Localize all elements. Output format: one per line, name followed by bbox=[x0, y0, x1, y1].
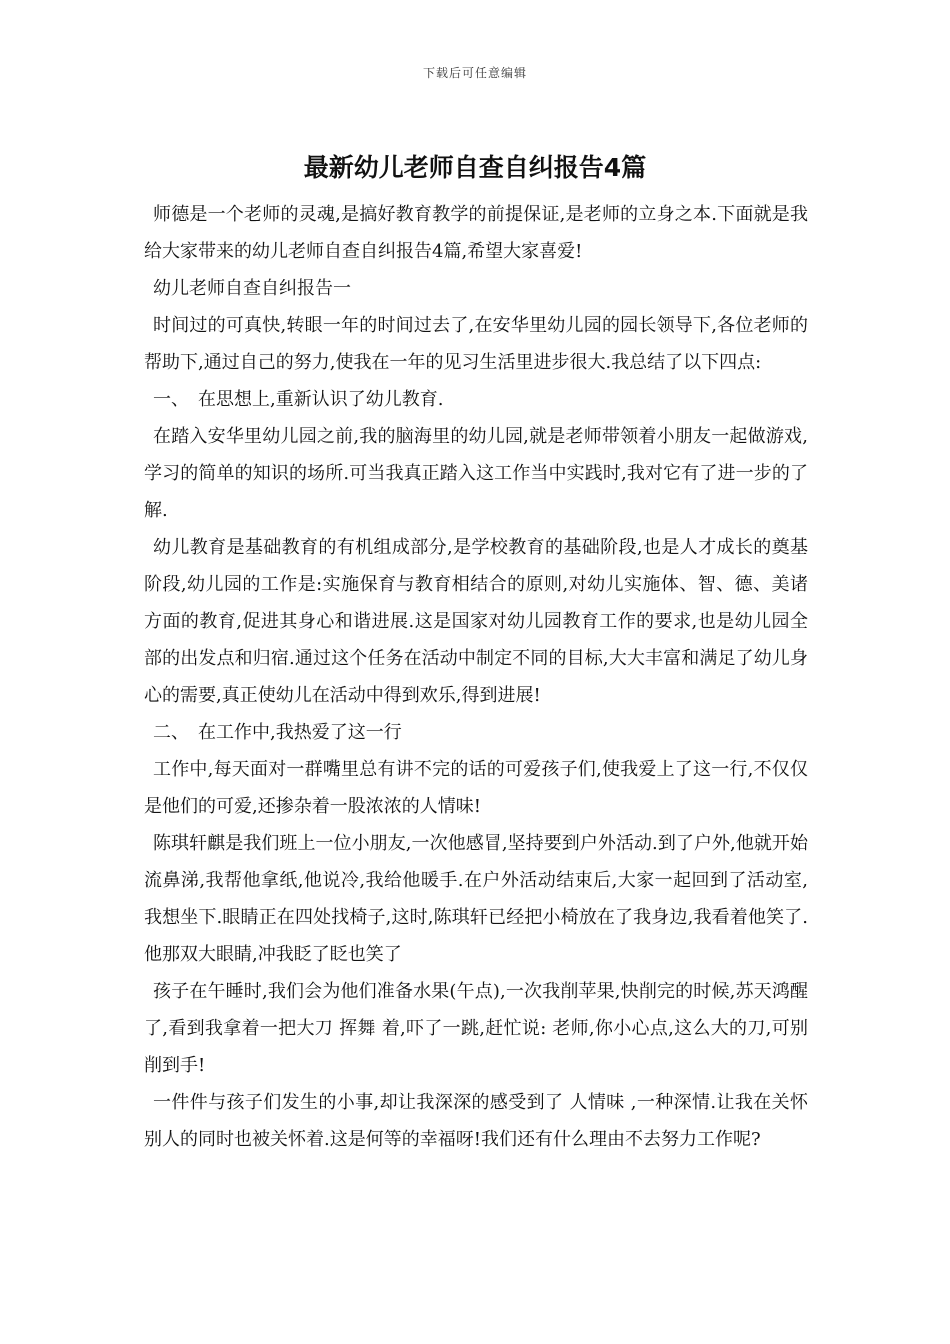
section-heading-point-one: 一、 在思想上,重新认识了幼儿教育. bbox=[153, 389, 444, 410]
document-title: 最新幼儿老师自查自纠报告4篇 bbox=[303, 153, 647, 182]
paragraph: 时间过的可真快,转眼一年的时间过去了,在安华里幼儿园的园长领导下,各位老师的帮助下,通过自己的努力,使我在一年的见习生活里进步很大.我总结了以下四点: bbox=[144, 315, 808, 373]
paragraph: 一件件与孩子们发生的小事,却让我深深的感受到了 人情味 ,一种深情.让我在关怀别人的同时也被关怀着.这是何等的幸福呀!我们还有什么理由不去努力工作呢? bbox=[144, 1092, 808, 1150]
paragraph: 工作中,每天面对一群嘴里总有讲不完的话的可爱孩子们,使我爱上了这一行,不仅仅是他们的可爱,还掺杂着一股浓浓的人情味! bbox=[144, 759, 808, 817]
paragraph: 幼儿教育是基础教育的有机组成部分,是学校教育的基础阶段,也是人才成长的奠基阶段,幼儿园的工作是:实施保育与教育相结合的原则,对幼儿实施体、智、德、美诸方面的教育,促进其身心和谐进展.这是国家对幼儿园教育工作的要求,也是幼儿园全部的出发点和归宿.通过这个任务在活动中制定不同的目标,大大丰富和满足了幼儿身心的需要,真正使幼儿在活动中得到欢乐,得到进展! bbox=[144, 537, 808, 706]
paragraph: 孩子在午睡时,我们会为他们准备水果(午点),一次我削苹果,快削完的时候,苏天鸿醒了,看到我拿着一把大刀 挥舞 着,吓了一跳,赶忙说: 老师,你小心点,这么大的刀,可别削到手! bbox=[144, 981, 808, 1076]
section-heading-report-one: 幼儿老师自查自纠报告一 bbox=[153, 278, 351, 299]
paragraph: 陈琪轩麒是我们班上一位小朋友,一次他感冒,坚持要到户外活动.到了户外,他就开始流鼻涕,我帮他拿纸,他说冷,我给他暖手.在户外活动结束后,大家一起回到了活动室,我想坐下.眼睛正在四处找椅子,这时,陈琪轩已经把小椅放在了我身边,我看着他笑了.他那双大眼睛,冲我眨了眨也笑了 bbox=[144, 833, 808, 965]
paragraph: 在踏入安华里幼儿园之前,我的脑海里的幼儿园,就是老师带领着小朋友一起做游戏,学习的简单的知识的场所.可当我真正踏入这工作当中实践时,我对它有了进一步的了解. bbox=[144, 426, 808, 521]
section-heading-point-two: 二、 在工作中,我热爱了这一行 bbox=[153, 722, 402, 743]
document-body bbox=[144, 196, 808, 1158]
header-note: 下载后可任意编辑 bbox=[422, 66, 527, 80]
paragraph-intro: 师德是一个老师的灵魂,是搞好教育教学的前提保证,是老师的立身之本.下面就是我给大家带来的幼儿老师自查自纠报告4篇,希望大家喜爱! bbox=[144, 204, 808, 262]
